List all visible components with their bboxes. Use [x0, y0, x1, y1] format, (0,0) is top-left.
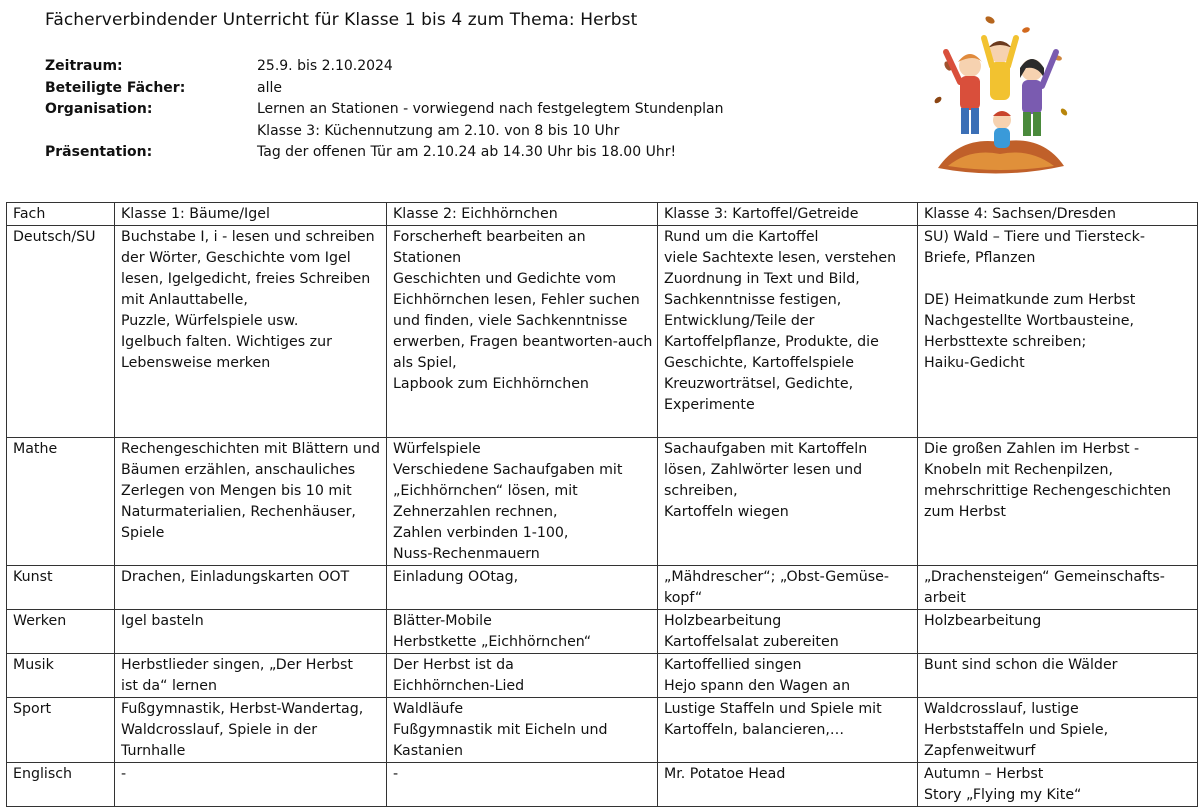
cell-line: Kartoffellied singen	[664, 657, 802, 673]
cell-line: Kartoffeln wiegen	[664, 504, 789, 520]
cell-line: Waldläufe	[393, 701, 464, 717]
table-row	[7, 226, 1198, 438]
cell-line: Hejo spann den Wagen an	[664, 678, 851, 694]
class-3-cell	[658, 698, 918, 763]
autumn-children-illustration	[930, 8, 1070, 180]
header-class-3: Klasse 3: Kartoffel/Getreide	[658, 203, 918, 226]
meta-value: alle	[257, 79, 282, 96]
cell-line: Herbststaffeln und Spiele,	[924, 722, 1109, 738]
table-header-row	[7, 203, 1198, 226]
header-subject: Fach	[7, 203, 115, 226]
class-2-cell	[387, 698, 658, 763]
cell-line: Briefe, Pflanzen	[924, 250, 1036, 266]
cell-line	[924, 269, 1191, 290]
meta-row	[45, 142, 723, 164]
cell-line: Zerlegen von Mengen bis 10 mit	[121, 483, 352, 499]
cell-line: mit Anlauttabelle,	[121, 292, 248, 308]
cell-line: Waldcrosslauf, Spiele in der	[121, 722, 318, 738]
class-1-cell	[115, 610, 387, 654]
cell-line: Drachen, Einladungskarten OOT	[121, 569, 350, 585]
cell-line: Blätter-Mobile	[393, 613, 492, 629]
class-2-cell	[387, 566, 658, 610]
cell-line: -	[121, 766, 127, 782]
table-row	[7, 566, 1198, 610]
subject-cell: Werken	[7, 610, 115, 654]
cell-line: Würfelspiele	[393, 441, 481, 457]
meta-label: Beteiligte Fächer:	[45, 79, 186, 96]
cell-line: der Wörter, Geschichte vom Igel	[121, 250, 351, 266]
cell-line: Zapfenweitwurf	[924, 743, 1036, 759]
cell-line: ist da“ lernen	[121, 678, 217, 694]
cell-line: lösen, Zahlwörter lesen und	[664, 462, 863, 478]
class-3-cell	[658, 610, 918, 654]
cell-line: Stationen	[393, 250, 462, 266]
class-4-cell	[918, 438, 1198, 566]
class-4-cell	[918, 698, 1198, 763]
cell-line: Igel basteln	[121, 613, 204, 629]
meta-value: 25.9. bis 2.10.2024	[257, 58, 393, 74]
header-class-1: Klasse 1: Bäume/Igel	[115, 203, 387, 226]
cell-line: lesen, Igelgedicht, freies Schreiben	[121, 271, 371, 287]
cell-line: Buchstabe I, i - lesen und schreiben	[121, 229, 375, 245]
cell-line: Die großen Zahlen im Herbst -	[924, 441, 1140, 457]
cell-line: Bäumen erzählen, anschauliches	[121, 462, 356, 478]
cell-line: -	[393, 766, 399, 782]
cell-line: Igelbuch falten. Wichtiges zur	[121, 334, 332, 350]
cell-line: Eichhörnchen lesen, Fehler suchen	[393, 292, 640, 308]
meta-label: Zeitraum:	[45, 58, 123, 74]
table-row	[7, 654, 1198, 698]
cell-line: „Eichhörnchen“ lösen, mit	[393, 483, 578, 499]
cell-line: Waldcrosslauf, lustige	[924, 701, 1079, 717]
cell-line: Der Herbst ist da	[393, 657, 514, 673]
class-3-cell	[658, 438, 918, 566]
class-2-cell	[387, 438, 658, 566]
subject-cell: Musik	[7, 654, 115, 698]
cell-line: Kartoffelsalat zubereiten	[664, 634, 839, 650]
meta-label: Organisation:	[45, 101, 153, 117]
meta-row	[45, 78, 723, 100]
cell-line: Forscherheft bearbeiten an	[393, 229, 586, 245]
page-title: Fächerverbindender Unterricht für Klasse 1 bis 4 zum Thema: Herbst	[45, 10, 638, 30]
lesson-plan-table	[6, 202, 1198, 807]
class-2-cell	[387, 610, 658, 654]
subject-cell: Deutsch/SU	[7, 226, 115, 438]
meta-row	[45, 56, 723, 78]
cell-line: „Drachensteigen“ Gemeinschafts-	[924, 569, 1165, 585]
cell-line: Nuss-Rechenmauern	[393, 546, 540, 562]
cell-line	[664, 416, 911, 437]
class-3-cell	[658, 763, 918, 807]
cell-line: Verschiedene Sachaufgaben mit	[393, 462, 623, 478]
cell-line: Knobeln mit Rechenpilzen,	[924, 462, 1114, 478]
class-1-cell	[115, 763, 387, 807]
class-1-cell	[115, 566, 387, 610]
cell-line: Nachgestellte Wortbausteine,	[924, 313, 1135, 329]
class-2-cell	[387, 763, 658, 807]
cell-line: Rechengeschichten mit Blättern und	[121, 441, 381, 457]
class-4-cell	[918, 763, 1198, 807]
cell-line: Kartoffelpflanze, Produkte, die	[664, 334, 879, 350]
cell-line: zum Herbst	[924, 504, 1006, 520]
cell-line: Holzbearbeitung	[664, 613, 782, 629]
subject-cell: Mathe	[7, 438, 115, 566]
cell-line: mehrschrittige Rechengeschichten	[924, 483, 1172, 499]
cell-line: DE) Heimatkunde zum Herbst	[924, 292, 1136, 308]
cell-line: Sachkenntnisse festigen,	[664, 292, 842, 308]
cell-line: Turnhalle	[121, 743, 186, 759]
table-row	[7, 438, 1198, 566]
meta-value: Klasse 3: Küchennutzung am 2.10. von 8 bis 10 Uhr	[257, 122, 620, 139]
meta-label: Präsentation:	[45, 144, 153, 160]
cell-line: viele Sachtexte lesen, verstehen	[664, 250, 897, 266]
class-2-cell	[387, 654, 658, 698]
cell-line: Zahlen verbinden 1-100,	[393, 525, 569, 541]
class-1-cell	[115, 698, 387, 763]
header-class-2: Klasse 2: Eichhörnchen	[387, 203, 658, 226]
cell-line: Entwicklung/Teile der	[664, 313, 815, 329]
meta-label	[45, 121, 257, 143]
cell-line: Lustige Staffeln und Spiele mit	[664, 701, 882, 717]
meta-row	[45, 121, 723, 143]
table-row	[7, 610, 1198, 654]
cell-line: Einladung OOtag,	[393, 569, 519, 585]
cell-line: Fußgymnastik, Herbst-Wandertag,	[121, 701, 364, 717]
cell-line: Puzzle, Würfelspiele usw.	[121, 313, 299, 329]
class-4-cell	[918, 654, 1198, 698]
cell-line: Eichhörnchen-Lied	[393, 678, 525, 694]
cell-line: Geschichten und Gedichte vom	[393, 271, 617, 287]
meta-value: Tag der offenen Tür am 2.10.24 ab 14.30 Uhr bis 18.00 Uhr!	[257, 144, 677, 160]
meta-block	[45, 56, 723, 164]
cell-line: schreiben,	[664, 483, 738, 499]
cell-line: Story „Flying my Kite“	[924, 787, 1082, 803]
class-1-cell	[115, 438, 387, 566]
cell-line: Zuordnung in Text und Bild,	[664, 271, 860, 287]
cell-line: SU) Wald – Tiere und Tiersteck-	[924, 229, 1146, 245]
class-1-cell	[115, 226, 387, 438]
cell-line: „Mähdrescher“; „Obst-Gemüse-	[664, 569, 890, 585]
class-2-cell	[387, 226, 658, 438]
subject-cell: Englisch	[7, 763, 115, 807]
cell-line: Rund um die Kartoffel	[664, 229, 819, 245]
class-4-cell	[918, 566, 1198, 610]
cell-line: Naturmaterialien, Rechenhäuser,	[121, 504, 356, 520]
meta-value: Lernen an Stationen - vorwiegend nach festgelegtem Stundenplan	[257, 101, 724, 117]
cell-line: Kartoffeln, balancieren,…	[664, 722, 845, 738]
subject-cell: Kunst	[7, 566, 115, 610]
table-row	[7, 698, 1198, 763]
cell-line: arbeit	[924, 590, 966, 606]
cell-line: Sachaufgaben mit Kartoffeln	[664, 441, 868, 457]
cell-line: Autumn – Herbst	[924, 766, 1044, 782]
table-row	[7, 763, 1198, 807]
class-3-cell	[658, 566, 918, 610]
cell-line: als Spiel,	[393, 355, 457, 371]
class-4-cell	[918, 610, 1198, 654]
subject-cell: Sport	[7, 698, 115, 763]
cell-line: Lapbook zum Eichhörnchen	[393, 376, 589, 392]
cell-line: Experimente	[664, 397, 755, 413]
cell-line: Kreuzworträtsel, Gedichte,	[664, 376, 854, 392]
header-class-4: Klasse 4: Sachsen/Dresden	[918, 203, 1198, 226]
cell-line: Bunt sind schon die Wälder	[924, 657, 1118, 673]
cell-line: Fußgymnastik mit Eicheln und	[393, 722, 608, 738]
cell-line: Haiku-Gedicht	[924, 355, 1025, 371]
cell-line: erwerben, Fragen beantworten-auch	[393, 334, 653, 350]
cell-line: Kastanien	[393, 743, 464, 759]
cell-line: Herbstkette „Eichhörnchen“	[393, 634, 592, 650]
cell-line: Holzbearbeitung	[924, 613, 1042, 629]
cell-line: Spiele	[121, 525, 165, 541]
class-3-cell	[658, 654, 918, 698]
class-4-cell	[918, 226, 1198, 438]
cell-line: und finden, viele Sachkenntnisse	[393, 313, 628, 329]
cell-line: Herbstlieder singen, „Der Herbst	[121, 657, 353, 673]
cell-line: kopf“	[664, 590, 703, 606]
cell-line: Geschichte, Kartoffelspiele	[664, 355, 854, 371]
class-1-cell	[115, 654, 387, 698]
cell-line: Herbsttexte schreiben;	[924, 334, 1087, 350]
class-3-cell	[658, 226, 918, 438]
cell-line: Zehnerzahlen rechnen,	[393, 504, 558, 520]
cell-line: Lebensweise merken	[121, 355, 271, 371]
cell-line: Mr. Potatoe Head	[664, 766, 786, 782]
meta-row	[45, 99, 723, 121]
